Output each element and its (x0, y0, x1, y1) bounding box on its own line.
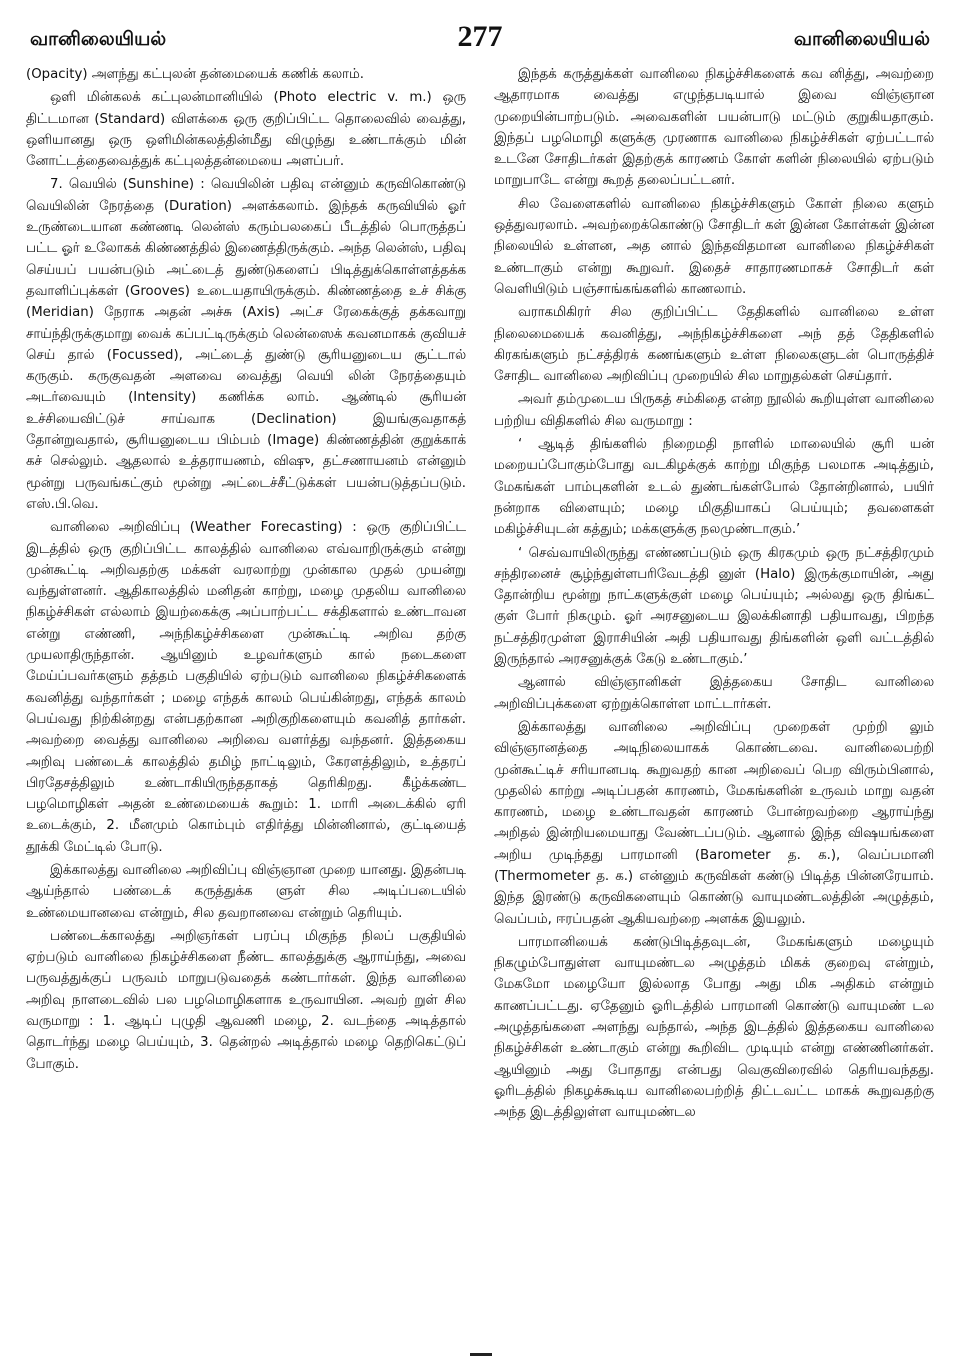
paragraph: சில வேளைகளில் வானிலை நிகழ்ச்சிகளும் கோள் நிலை களும் ஒத்துவரலாம். அவற்றைக்கொண்டு சோதிடர் கள் இன்ன கோள்கள் இன்ன நிலையில் உள்ளன, அத னால் இந்தவிதமான வானிலை நிகழ்ச்சிகள் உண்டாகும் என்று கூறுவர். இதைச் சாதாரணமாகச் சோதிடர் கள் வெளியிடும் பஞ்சாங்கங்களில் காணலாம். (494, 196, 934, 297)
text-columns (26, 64, 934, 1126)
paragraph: அவர் தம்முடைய பிருகத் சம்கிதை என்ற நூலில் கூறியுள்ள வானிலை பற்றிய விதிகளில் சில வருமாறு : (494, 392, 934, 429)
paragraph: இக்காலத்து வானிலை அறிவிப்பு முறைகள் முற்றி லும் விஞ்ஞானத்தை அடிநிலையாகக் கொண்டவை. வானிலைபற்றி முன்கூட்டிச் சரியானபடி கூறுவதற் கான அறிவைப் பெற விரும்பினால், முதலில் காற்று அடிப்பதன் காரணம், மேகங்களின் உருவம் மாறு வதன் காரணம், மழை உண்டாவதன் காரணம் போன்றவற்றை ஆராய்ந்து அறிதல் இன்றியமையாது வேண்டப்படும். ஆனால் இந்த விஷயங்களை அறிய முடிந்தது பாரமானி (Barometer த. க.), வெப்பமானி (Thermometer த. க.) என்னும் கருவிகள் கண்டு பிடித்த பின்னரேயாம். இந்த இரண்டு கருவிகளையும் கொண்டு வாயுமண்டலத்தின் அழுத்தம், வெப்பம், ஈரப்பதன் ஆகியவற்றை அளக்க இயலும். (494, 719, 934, 927)
paragraph: ‘ ஆடித் திங்களில் நிறைமதி நாளில் மாலையில் சூரி யன் மறையப்போகும்போது வடகிழக்குக் காற்று மிகுந்த பலமாக அடித்தும், மேகங்கள் பாம்புகளின் உடல் துண்டங்கள்போல் தோன்றினால், பயிர் நன்றாக விளையும்; மழை மிகுதியாகப் பெய்யும்; தவளைகள் மகிழ்ச்சியுடன் கத்தும்; மக்களுக்கு நலமுண்டாகும்.’ (494, 437, 934, 538)
running-title-right: வானிலையியல் (793, 28, 930, 50)
paragraph: ஆனால் விஞ்ஞானிகள் இத்தகைய சோதிட வானிலை அறிவிப்புக்களை ஏற்றுக்கொள்ள மாட்டார்கள். (494, 675, 934, 712)
paragraph: ‘ செவ்வாயிலிருந்து எண்ணப்படும் ஒரு கிரகமும் ஒரு நட்சத்திரமும் சந்திரனைச் சூழ்ந்துள்ளபரிவேடத்தி னுள் (Halo) இருக்குமாயின், அது தோன்றிய மூன்று நாட்களுக்குள் மழை பெய்யும்; அல்லது ஒரு திங்கட் குள் போர் நிகழும். ஓர் அரசனுடைய இலக்கினாதி பதியாவது, பிறந்த நட்சத்திரமுள்ள இராசியின் அதி பதியாவது திங்களின் ஒளி வட்டத்தில் இருந்தால் அரசனுக்குக் கேடு உண்டாகும்.’ (494, 545, 934, 668)
paragraph: 7. வெயில் (Sunshine) : வெயிலின் பதிவு என்னும் கருவிகொண்டு வெயிலின் நேரத்தை (Duration) அளக்கலாம். இந்தக் கருவியில் ஓர் உருண்டையான கண்ணடி லென்ஸ் கரும்பலகைப் பீடத்தில் பொருத்தப் பட்ட ஓர் உலோகக் கிண்ணத்தில் இணைத்திருக்கும். அந்த லென்ஸ், பதிவு செய்யப் பயன்படும் அட்டைத் துண்டுகளைப் பிடித்துக்கொள்ளத்தக்க தவாளிப்புக்கள் (Grooves) உடையதாயிருக்கும். கிண்ணத்தை உச் சிக்கு (Meridian) நேராக அதன் அச்சு (Axis) அட்ச ரேகைக்குத் தக்கவாறு சாய்ந்திருக்குமாறு வைக் கப்பட்டிருக்கும் லென்ஸைக் கவனமாகக் குவியச் செய் தால் (Focussed), அட்டைத் துண்டு சூரியனுடைய சூட்டால் கருகும். கருகுவதன் அளவை வைத்து வெயி லின் நேரத்தையும் அடர்வையும் (Intensity) கணிக்க லாம். ஆண்டில் சூரியன் உச்சியைவிட்டுச் சாய்வாக (Declination) இயங்குவதாகத் தோன்றுவதால், சூரியனுடைய பிம்பம் (Image) கிண்ணத்தின் குறுக்காக் கச் செல்லும். ஆதலால் உத்தராயணம், விஷு, தட்சணாயனம் என்னும் மூன்று பருவங்கட்கும் மூன்று அட்டைச்சீட்டுக்கள் பயன்படுத்தப்படும். எஸ்.பி.வெ. (26, 177, 466, 512)
paragraph: ஒளி மின்கலக் கட்புலன்மானியில் (Photo electric v. m.) ஒரு திட்டமான (Standard) விளக்கை ஒரு குறிப்பிட்ட தொலைவில் வைத்து, ஒளியானது ஒரு ஒளிமின்கலத்தின்மீது விழுந்து உண்டாக்கும் மின் னோட்டத்தைவைத்துக் கட்புலத்தன்மையை அளப்பர். (26, 90, 466, 170)
paragraph: இந்தக் கருத்துக்கள் வானிலை நிகழ்ச்சிகளைக் கவ னித்து, அவற்றை ஆதாரமாக வைத்து எழுந்தபடியால் இவை விஞ்ஞான முறையின்பாற்படும். அவைகளின் பயன்பாடு மட்டும் குறுகியதாகும். இந்தப் பழமொழி களுக்கு முரணாக வானிலை நிகழ்ச்சிகள் ஏற்பட்டால் உடனே சோதிடர்கள் இதற்குக் காரணம் கோள் களின் நிலையில் ஏற்படும் மாறுபாடே என்று கூறத் தலைப்பட்டனர். (494, 67, 934, 189)
running-head (26, 20, 934, 64)
paragraph: வராகமிகிரர் சில குறிப்பிட்ட தேதிகளில் வானிலை உள்ள நிலைமையைக் கவனித்து, அந்நிகழ்ச்சிகளை அந் தத் தேதிகளில் கிரகங்களும் நட்சத்திரக் கணங்களும் உள்ள நிலைகளுடன் பொருத்திச் சோதிட வானிலை அறிவிப்பு முறையில் சில மாறுதல்கள் செய்தார். (494, 305, 934, 385)
paragraph: வானிலை அறிவிப்பு (Weather Forecasting) : ஒரு குறிப்பிட்ட இடத்தில் ஒரு குறிப்பிட்ட காலத்தில் வானிலை எவ்வாறிருக்கும் என்று முன்கூட்டி அறிவதற்கு மக்கள் வரலாற்று முன்கால முதல் முயன்று வந்துள்ளனர். ஆதிகாலத்தில் மனிதன் காற்று, மழை முதலிய வானிலை நிகழ்ச்சிகள் எல்லாம் இயற்கைக்கு அப்பாற்பட்ட சக்திகளால் உண்டாவன என்று எண்ணி, அந்நிகழ்ச்சிகளை முன்கூட்டி அறிவ தற்கு முயலாதிருந்தான். ஆயினும் உழவர்களும் கால் நடைகளை மேய்ப்பவர்களும் தத்தம் பகுதியில் ஏற்படும் வானிலை நிகழ்ச்சிகளைக் கவனித்து வந்தார்கள் ; மழை எந்தக் காலம் பெய்கின்றது, எந்தக் காலம் பெய்வது நிற்கின்றது என்பதற்கான அறிகுறிகளையும் கவனித் தார்கள். அவற்றை வைத்து வானிலை அறிவை வளர்த்து வந்தனர். இத்தகைய அறிவு பண்டைக் காலத்தில் தமிழ் நாட்டிலும், கேரளத்திலும், உத்தரப் பிரதேசத்திலும் உண்டாகியிருந்ததாகத் தெரிகிறது. கீழ்க்கண்ட பழமொழிகள் அதன் உண்மையைக் கூறும்: 1. மாரி அடைக்கில் ஏரி உடைக்கும், 2. மீனமும் கொம்பும் எதிர்த்து மின்னினால், குட்டியைத் தூக்கி மேட்டில் போடு. (26, 520, 466, 855)
paragraph: இக்காலத்து வானிலை அறிவிப்பு விஞ்ஞான முறை யானது. இதன்படி ஆய்ந்தால் பண்டைக் கருத்துக்க ளுள் சில அடிப்படையில் உண்மையானவை என்றும், சில தவறானவை என்றும் தெரியும். (26, 862, 466, 921)
paragraph: பாரமானியைக் கண்டுபிடித்தவுடன், மேகங்களும் மழையும் நிகழும்போதுள்ள வாயுமண்டல அழுத்தம் மிகக் குறைவு என்றும், மேகமோ மழையோ இல்லாத போது அது மிக அதிகம் என்றும் காணப்பட்டது. ஏதேனும் ஓரிடத்தில் பாரமானி கொண்டு வாயுமண் டல அழுத்தங்களை அளந்து வந்தால், அந்த இடத்தில் இத்தகைய வானிலை நிகழ்ச்சிகள் உண்டாகும் என்று கூறிவிட முடியும் என்று எண்ணினர்கள். ஆயினும் அது போதாது என்பது வெகுவிரைவில் தெரியவந்தது. ஓரிடத்தில் நிகழக்கூடிய வானிலைபற்றித் திட்டவட்ட மாகக் கூறுவதற்கு அந்த இடத்திலுள்ள வாயுமண்டல (494, 934, 934, 1121)
left-column (26, 64, 466, 1126)
running-title-left: வானிலையியல் (30, 28, 167, 50)
right-column (494, 64, 934, 1126)
paragraph: பண்டைக்காலத்து அறிஞர்கள் பரப்பு மிகுந்த நிலப் பகுதியில் ஏற்படும் வானிலை நிகழ்ச்சிகளை நீண்ட காலத்துக்கு ஆராய்ந்து, அவை பருவத்துக்குப் பருவம் மாறுபடுவதைக் கண்டார்கள். இந்த வானிலை அறிவு நாளடைவில் பல பழமொழிகளாக உருவாயின. அவற் றுள் சில வருமாறு : 1. ஆடிப் புழுதி ஆவணி மழை, 2. வடந்தை அடித்தால் தொடர்ந்து மழை பெய்யும், 3. தென்றல் அடித்தால் மழை தெறிகெட்டுப் போகும். (26, 928, 466, 1072)
page-footer-mark (470, 1353, 492, 1356)
page-number: 277 (457, 20, 503, 53)
paragraph: (Opacity) அளந்து கட்புலன் தன்மையைக் கணிக் கலாம். (26, 67, 364, 82)
